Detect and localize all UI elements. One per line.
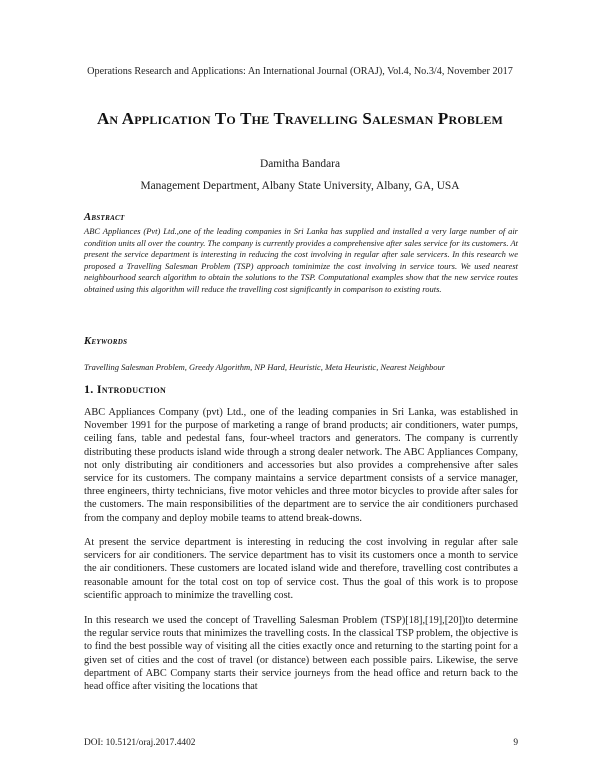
paper-title: An Application To The Travelling Salesman Problem xyxy=(96,109,504,128)
introduction-heading: 1. Introduction xyxy=(84,382,167,396)
abstract-text: ABC Appliances (Pvt) Ltd.,one of the leading companies in Sri Lanka has supplied and installed a very large number of air condition units all over the country. The company is currently provides a comprehensive after sales service for its customers. At present the service department is interesting in reducing the cost involving in regular after sale servicers. In this research we proposed a Travelling Salesman Problem (TSP) approach tominimize the cost involving in service tours. We used nearest neighbourhood search algorithm to obtain the solutions to the TSP. Computational examples show that the new service routes obtained using this algorithm will reduce the travelling cost significantly in comparison to existing routs. xyxy=(84,226,518,294)
doi-footer: DOI: 10.5121/oraj.2017.4402 xyxy=(84,738,196,748)
intro-paragraph-3: In this research we used the concept of Travelling Salesman Problem (TSP)[18],[19],[20])to determine the regular service routs that minimizes the travelling costs. In the classical TSP problem, the objective is to find the best possible way of visiting all the cities exactly once and returning to the starting point for a given set of cities and the cost of travel (or distance) between each possible pairs. Likewise, the serve department of ABC Company starts their service journeys from the head office and return back to the head office after visiting the locations that xyxy=(84,615,518,693)
author-name: Damitha Bandara xyxy=(259,158,341,170)
abstract-heading: Abstract xyxy=(84,212,125,223)
author-affiliation: Management Department, Albany State University, Albany, GA, USA xyxy=(140,180,460,192)
keywords-text: Travelling Salesman Problem, Greedy Algorithm, NP Hard, Heuristic, Meta Heuristic, Nearest Neighbour xyxy=(84,362,446,372)
keywords-heading: Keywords xyxy=(84,336,128,347)
journal-header: Operations Research and Applications: An International Journal (ORAJ), Vol.4, No.3/4, November 2017 xyxy=(87,66,513,77)
page-number: 9 xyxy=(513,738,518,748)
intro-paragraph-1: ABC Appliances Company (pvt) Ltd., one of the leading companies in Sri Lanka, was established in November 1991 for the purpose of marketing a range of brand products; air conditioners, water pumps, ceiling fans, table and pedestal fans, four-wheel tractors and generators. The company is currently distributing these products island wide through a strong dealer network. The ABC Appliances Company, not only distributing air conditioners and accessories but also provides a comprehensive after sales service for its customers. The company maintains a service department consists of a service manager, three engineers, thirty technicians, five motor vehicles and three motor bicycles to provide after sales for the customers. The main responsibilities of the department are to service the air conditioners purchased from the company and deploy mobile teams to attend break-downs. xyxy=(84,407,518,524)
intro-paragraph-2: At present the service department is interesting in reducing the cost involving in regular after sale servicers for air conditioners. The service department has to visit its customers once a month to service the air conditioners. These customers are located island wide and therefore, travelling cost contributes a reasonable amount for the total cost on top of service cost. Thus the goal of this work is to propose scientific approach to minimize the travelling cost. xyxy=(84,537,518,601)
